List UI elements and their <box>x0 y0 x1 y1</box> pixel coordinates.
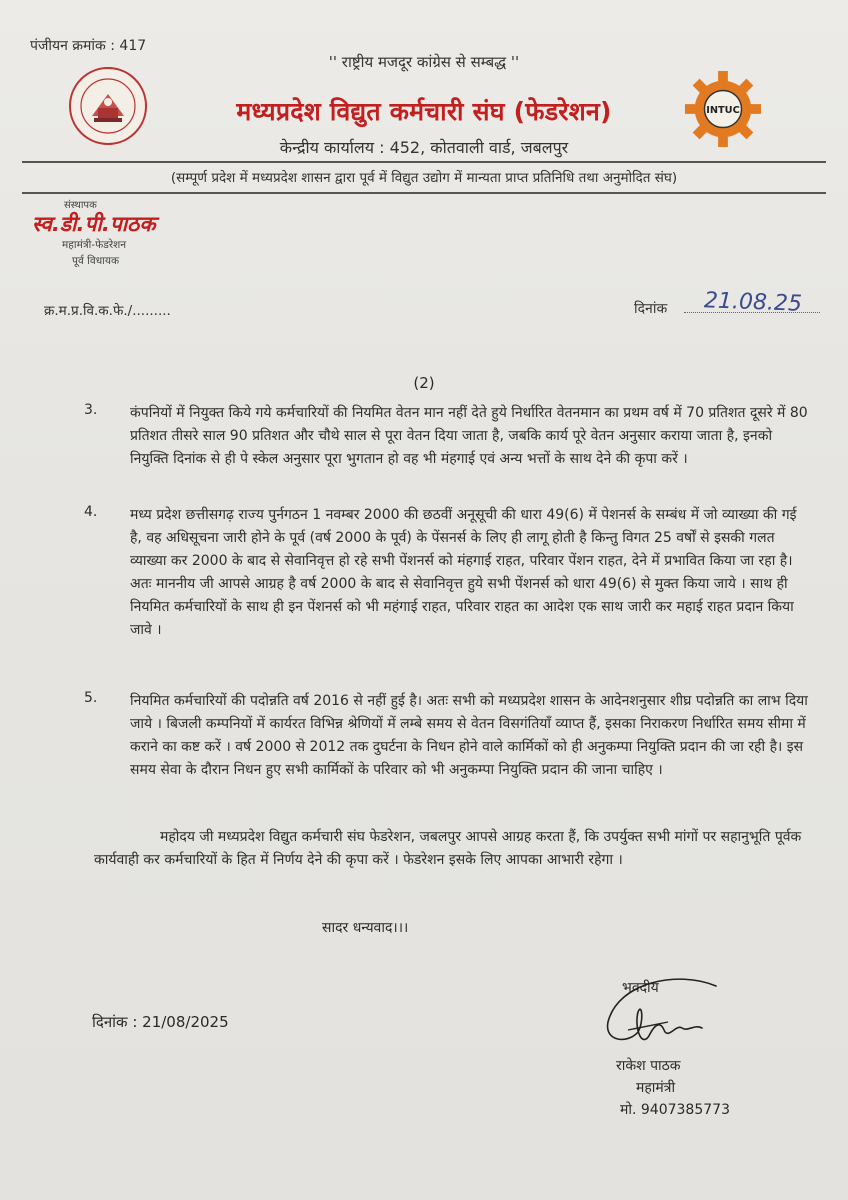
point-text: मध्य प्रदेश छत्तीसगढ़ राज्य पुर्नगठन 1 नवम्बर 2000 की छठवीं अनूसूची की धारा 49(6) में पेशनर्स के सम्बंध में जो व्याख्या की गई है, वह अधिसूचना जारी होने के पूर्व (वर्ष 2000 के पूर्व) के पेंसनर्स के लिए ही लागू होती है किन्तु विगत 25 वर्षों से इसकी गलत व्याख्या कर 2000 के बाद से सेवानिवृत्त हो रहे सभी पेंशनर्स को मंहगाई राहत, परिवार पेंशन राहत, देने में प्रभावित किया जा रहा है। अतः माननीय जी आपसे आग्रह है वर्ष 2000 के बाद से सेवानिवृत्त हुये सभी पेंशनर्स को धारा 49(6) से मुक्त किया जाये । साथ ही नियमित कर्मचारियों के साथ ही इन पेंशनर्स को भी महंगाई राहत, परिवार राहत का आदेश एक साथ जारी कर महाई राहत प्रदान किया जावे । <box>130 507 797 638</box>
office-address: केन्द्रीय कार्यालय : 452, कोतवाली वार्ड, जबलपुर <box>279 138 569 157</box>
reference-number: क्र.म.प्र.वि.क.फे./......... <box>44 303 171 319</box>
page-number: (2) <box>413 374 435 392</box>
point-text: कंपनियों में नियुक्त किये गये कर्मचारियों की नियमित वेतन मान नहीं देते हुये निर्धारित वेतनमान का प्रथम वर्ष में 70 प्रतिशत दूसरे में 80 प्रतिशत तीसरे साल 90 प्रतिशत और चौथे साल से पूरा वेतन दिया जाता है, जबकि कार्य पूरे वेतन अनुसार कराया जाता है, इनको नियुक्ति दिनांक से ही पे स्केल अनुसार पूरा भुगतान हो वह भी मंहगाई एवं अन्य भत्तों के साथ देने की कृपा करें । <box>130 405 808 467</box>
founder-name: स्व.डी.पी.पाठक <box>32 212 156 236</box>
organization-name: मध्यप्रदेश विद्युत कर्मचारी संघ (फेडरेशन) <box>236 97 612 126</box>
recognition-line: (सम्पूर्ण प्रदेश में मध्यप्रदेश शासन द्वारा पूर्व में विद्युत उद्योग में मान्यता प्राप्त प्रतिनिधि तथा अनुमोदित संघ) <box>170 170 678 186</box>
point-text: नियमित कर्मचारियों की पदोन्नति वर्ष 2016 से नहीं हुई है। अतः सभी को मध्यप्रदेश शासन के आदेनशनुसार शीघ्र पदोन्नति का लाभ दिया जाये । बिजली कम्पनियों में कार्यरत विभिन्न श्रेणियों में लम्बे समय से वेतन विसगंतियाँ व्याप्त हैं, इसका निराकरण निर्धारित समय सीमा में कराने का कष्ट करें । वर्ष 2000 से 2012 तक दुघर्टना के निधन होने वाले कार्मिकों को ही अनुकम्पा नियुक्ति प्रदान की जा रही है। इस समय सेवा के दौरान निधन हुए सभी कार्मिकों के परिवार को भी अनुकम्पा नियुक्ति प्रदान की जाना चाहिए । <box>130 693 808 778</box>
thanks-line: सादर धन्यवाद।।। <box>322 920 409 936</box>
date-label: दिनांक <box>634 301 668 317</box>
point-number: 4. <box>84 504 98 520</box>
signer-mobile: मो. 9407385773 <box>620 1102 730 1118</box>
handwritten-date: 21.08.25 <box>703 288 803 317</box>
yours-faithfully: भवदीय <box>622 980 659 996</box>
founder-title: महामंत्री-फेडरेशन <box>62 239 127 251</box>
founder-title: पूर्व विधायक <box>72 255 120 267</box>
divider <box>22 161 826 163</box>
affiliation-line: '' राष्ट्रीय मजदूर कांग्रेस से सम्बद्ध '' <box>328 53 520 71</box>
closing-paragraph: महोदय जी मध्यप्रदेश विद्युत कर्मचारी संघ फेडरेशन, जबलपुर आपसे आग्रह करता हैं, कि उपर्युक्त सभी मांगों पर सहानुभूति पूर्वक कार्यवाही कर कर्मचारियों के हित में निर्णय देने की कृपा करें । फेडरेशन इसके लिए आपका आभारी रहेगा । <box>94 829 802 868</box>
registration-number: पंजीयन क्रमांक : 417 <box>30 38 147 54</box>
footer-date: दिनांक : 21/08/2025 <box>92 1013 229 1031</box>
signer-designation: महामंत्री <box>636 1080 676 1096</box>
signer-name: राकेश पाठक <box>616 1058 681 1074</box>
signature-icon <box>598 972 728 1062</box>
point-number: 3. <box>84 402 98 418</box>
intuc-text: INTUC <box>706 104 740 116</box>
point-number: 5. <box>84 690 98 706</box>
divider <box>22 192 826 194</box>
founder-label: संस्थापक <box>64 200 97 211</box>
